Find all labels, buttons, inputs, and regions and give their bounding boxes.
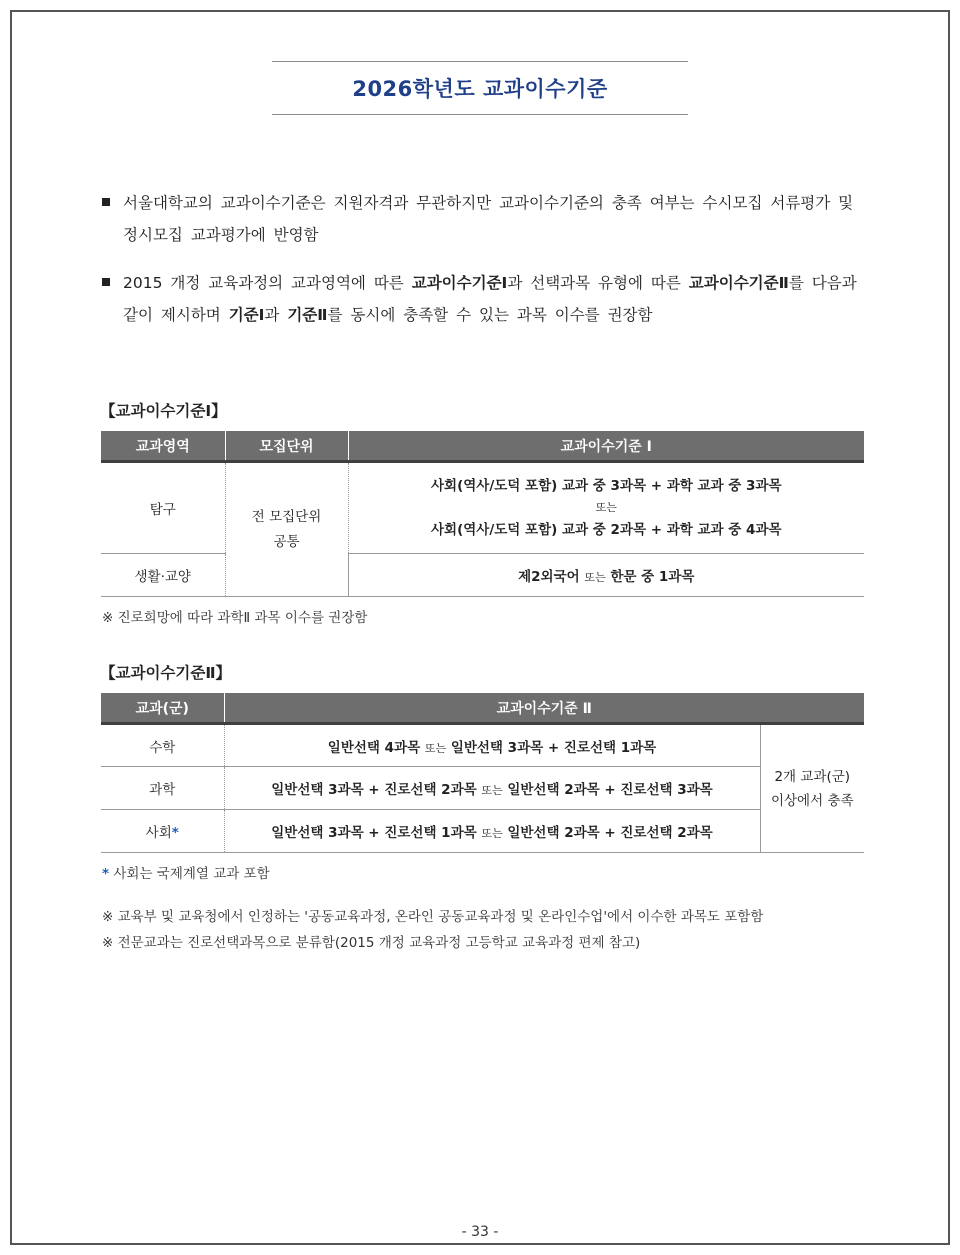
criteria-table-2 — [101, 693, 864, 853]
area-cell: 탐구 — [101, 462, 225, 554]
table-row — [101, 810, 864, 853]
table-row — [101, 724, 864, 767]
bullet-2 — [102, 267, 872, 331]
criteria-cell — [348, 462, 864, 554]
subject-cell: 과학 — [101, 767, 224, 810]
criteria-a: 제2외국어 — [518, 569, 580, 585]
bullet-2-text: 2015 개정 교육과정의 교과영역에 따른 교과이수기준Ⅰ과 선택과목 유형에 따른 교과이수기준Ⅱ를 다음과 같이 제시하며 기준Ⅰ과 기준Ⅱ를 동시에 충족할 수 있는 과목 이수를 권장함 — [123, 274, 857, 324]
criteria-b: 한문 중 1과목 — [610, 569, 695, 585]
criteria-line-1: 사회(역사/도덕 포함) 교과 중 3과목 + 과학 교과 중 3과목 — [431, 478, 782, 494]
section1-note: ※ 진로희망에 따라 과학Ⅱ 과목 이수를 권장함 — [102, 610, 368, 626]
criteria-or: 또는 — [595, 501, 617, 514]
rule-cell: 일반선택 3과목 + 진로선택 1과목 또는 일반선택 2과목 + 진로선택 2과목 — [224, 810, 760, 853]
table-row — [101, 767, 864, 810]
criteria-or: 또는 — [584, 571, 606, 584]
page-title: 2026학년도 교과이수기준 — [352, 77, 608, 101]
note-2: ※ 전문교과는 진로선택과목으로 분류함(2015 개정 교육과정 고등학교 교육과정 편제 참고) — [102, 935, 641, 951]
title-box — [272, 61, 688, 115]
table1-header-row — [101, 431, 864, 462]
bullet-1-text: 서울대학교의 교과이수기준은 지원자격과 무관하지만 교과이수기준의 충족 여부는 수시모집 서류평가 및 정시모집 교과평가에 반영함 — [123, 194, 854, 244]
subject-cell: 수학 — [101, 724, 224, 767]
criteria-cell — [348, 554, 864, 597]
section2-footnote: * 사회는 국제계열 교과 포함 — [102, 866, 270, 882]
page-number: - 33 - — [461, 1224, 499, 1240]
section1-heading: 【교과이수기준Ⅰ】 — [100, 402, 227, 420]
rule-cell: 일반선택 4과목 또는 일반선택 3과목 + 진로선택 1과목 — [224, 724, 760, 767]
bullet-1 — [102, 187, 872, 251]
criteria-table-1 — [101, 431, 864, 597]
unit-cell — [225, 462, 348, 597]
table1-header-unit: 모집단위 — [225, 431, 348, 462]
subject-cell: 사회* — [101, 810, 224, 853]
note-1: ※ 교육부 및 교육청에서 인정하는 '공동교육과정, 온라인 공동교육과정 및 온라인수업'에서 이수한 과목도 포함함 — [102, 909, 764, 925]
side-note: 2개 교과(군) 이상에서 충족 — [770, 768, 854, 809]
unit-text: 전 모집단위 공통 — [251, 508, 322, 550]
table2-header-row — [101, 693, 864, 724]
table2-header-subject: 교과(군) — [101, 693, 224, 724]
rule-cell: 일반선택 3과목 + 진로선택 2과목 또는 일반선택 2과목 + 진로선택 3과목 — [224, 767, 760, 810]
table-row — [101, 462, 864, 554]
area-cell: 생활·교양 — [101, 554, 225, 597]
bullet-square-icon — [102, 278, 110, 286]
table-row — [101, 554, 864, 597]
side-note-cell — [760, 724, 864, 853]
criteria-line-2: 사회(역사/도덕 포함) 교과 중 2과목 + 과학 교과 중 4과목 — [431, 522, 782, 538]
asterisk-mark: * — [171, 825, 179, 841]
table1-header-area: 교과영역 — [101, 431, 225, 462]
bullet-square-icon — [102, 198, 110, 206]
table1-header-criteria: 교과이수기준 Ⅰ — [348, 431, 864, 462]
table2-header-criteria: 교과이수기준 Ⅱ — [224, 693, 864, 724]
section2-heading: 【교과이수기준Ⅱ】 — [100, 664, 232, 682]
